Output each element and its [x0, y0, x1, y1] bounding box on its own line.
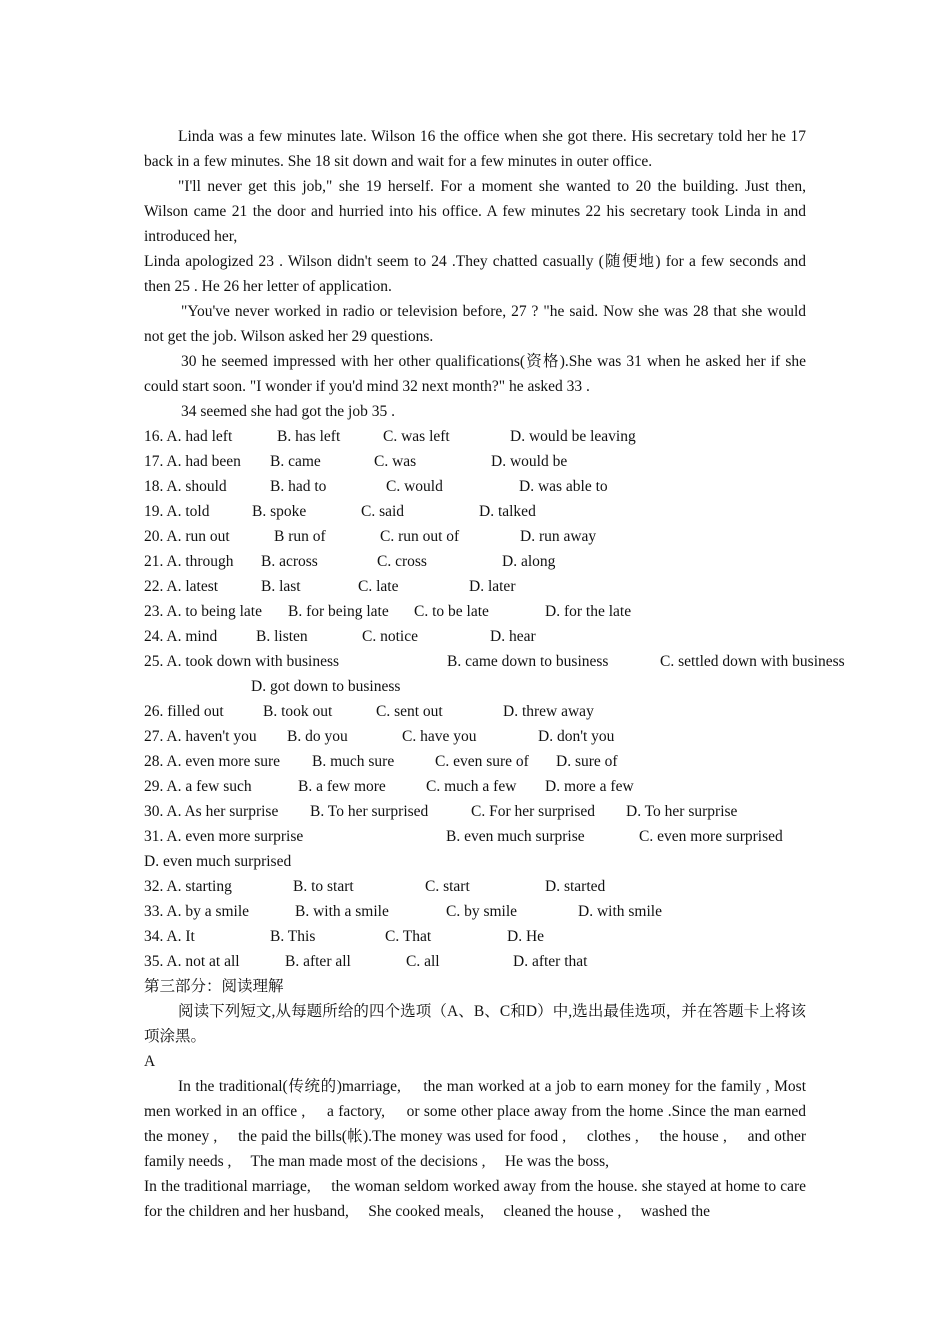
option-b: B run of [274, 528, 326, 545]
question-31 [144, 824, 806, 870]
option-d: D. He [507, 928, 545, 945]
passage-paragraph-4: "You've never worked in radio or television before, 27 ? "he said. Now she was 28 that she would not get the job. Wilson asked her 29 questions. [144, 303, 806, 345]
option-c: C. all [406, 953, 440, 970]
option-b: B. last [261, 578, 301, 595]
option-c: C. much a few [426, 778, 517, 795]
option-b: B. for being late [288, 603, 389, 620]
option-d: D. would be [491, 453, 568, 470]
option-a: 32. A. starting [144, 878, 232, 895]
option-c: C. late [358, 578, 399, 595]
option-b: B. has left [277, 428, 341, 445]
question-24 [144, 624, 806, 649]
option-b: B. across [261, 553, 318, 570]
option-b: B. much sure [312, 753, 395, 770]
passage-paragraph-5: 30 he seemed impressed with her other qualifications(资格).She was 31 when he asked her if she could start soon. "I wonder if you'd mind 32 next month?" he asked 33 . [144, 353, 806, 395]
option-b: B. do you [287, 728, 348, 745]
option-a: 33. A. by a smile [144, 903, 250, 920]
option-b: B. even much surprise [446, 828, 585, 845]
option-c: C. sent out [376, 703, 443, 720]
option-d: D. talked [479, 503, 536, 520]
option-b: B. after all [285, 953, 351, 970]
option-a: 18. A. should [144, 478, 227, 495]
option-b: B. came down to business [447, 653, 609, 670]
option-d: D. sure of [556, 753, 618, 770]
option-a: 29. A. a few such [144, 778, 252, 795]
option-d: D. threw away [503, 703, 594, 720]
option-a: 17. A. had been [144, 453, 241, 470]
option-a: 21. A. through [144, 553, 234, 570]
passage-paragraph-1: Linda was a few minutes late. Wilson 16 the office when she got there. His secretary told her he 17 back in a few minutes. She 18 sit down and wait for a few minutes in outer office. [144, 128, 806, 170]
option-b: B. had to [270, 478, 327, 495]
option-c: C. would [386, 478, 443, 495]
option-d: D. got down to business [251, 678, 401, 695]
option-a: 30. A. As her surprise [144, 803, 279, 820]
question-27 [144, 724, 806, 749]
passage-paragraph-2: "I'll never get this job," she 19 herself. For a moment she wanted to 20 the building. Just then, Wilson came 21 the door and hurried into his office. A few minutes 22 his secretary took Linda in and introduced her, [144, 178, 806, 245]
option-c: C. notice [362, 628, 418, 645]
option-d: D. even much surprised [144, 853, 292, 870]
option-a: 23. A. to being late [144, 603, 262, 620]
option-d: D. along [502, 553, 556, 570]
question-19 [144, 499, 806, 524]
option-c: C. was [374, 453, 417, 470]
option-d: D. started [545, 878, 606, 895]
question-20 [144, 524, 806, 549]
option-d: D. don't you [538, 728, 615, 745]
option-c: C. said [361, 503, 405, 520]
option-a: 24. A. mind [144, 628, 218, 645]
option-c: C. have you [402, 728, 477, 745]
option-a: 35. A. not at all [144, 953, 240, 970]
passage-paragraph-6: 34 seemed she had got the job 35 . [181, 403, 395, 420]
option-a: 19. A. told [144, 503, 210, 520]
option-a: 31. A. even more surprise [144, 828, 304, 845]
option-c: C. was left [383, 428, 450, 445]
option-c: C. even sure of [435, 753, 529, 770]
reading-paragraph-2: In the traditional marriage, the woman seldom worked away from the house. she stayed at home to care for the children and her husband, She cooked meals, cleaned the house , washed the [144, 1178, 810, 1220]
question-34 [144, 924, 806, 949]
question-30 [144, 799, 806, 824]
question-21 [144, 549, 806, 574]
question-29 [144, 774, 806, 799]
option-d: D. for the late [545, 603, 632, 620]
option-d: D. hear [490, 628, 536, 645]
option-c: C. cross [377, 553, 427, 570]
question-25 [144, 649, 845, 695]
question-22 [144, 574, 806, 599]
option-b: B. came [270, 453, 321, 470]
passage-paragraph-3: Linda apologized 23 . Wilson didn't seem to 24 .They chatted casually (随便地) for a few seconds and then 25 . He 26 her letter of application. [144, 253, 806, 295]
option-b: B. with a smile [295, 903, 389, 920]
option-a: 22. A. latest [144, 578, 219, 595]
section-title: 第三部分：阅读理解 [144, 978, 284, 995]
option-a: 26. filled out [144, 703, 224, 720]
option-b: B. a few more [298, 778, 386, 795]
option-b: B. to start [293, 878, 354, 895]
option-b: B. This [270, 928, 316, 945]
option-a: 27. A. haven't you [144, 728, 257, 745]
option-c: C. by smile [446, 903, 518, 920]
option-c: C. to be late [414, 603, 489, 620]
option-c: C. run out of [380, 528, 460, 545]
option-a: 34. A. It [144, 928, 195, 945]
question-33 [144, 899, 806, 924]
option-a: 16. A. had left [144, 428, 233, 445]
option-a: 25. A. took down with business [144, 653, 340, 670]
option-b: B. listen [256, 628, 308, 645]
option-d: D. after that [513, 953, 588, 970]
section-instruction: 阅读下列短文,从每题所给的四个选项（A、B、C和D）中,选出最佳选项，并在答题卡上将该项涂黑。 [144, 1003, 806, 1045]
option-c: C. settled down with business [660, 653, 845, 670]
option-c: C. start [425, 878, 470, 895]
option-a: 20. A. run out [144, 528, 230, 545]
option-d: D. later [469, 578, 516, 595]
option-a: 28. A. even more sure [144, 753, 281, 770]
question-23 [144, 599, 806, 624]
option-d: D. more a few [545, 778, 634, 795]
option-d: D. run away [520, 528, 597, 545]
option-b: B. To her surprised [310, 803, 429, 820]
question-17 [144, 449, 806, 474]
document-page [144, 124, 845, 1224]
question-18 [144, 474, 806, 499]
question-35 [144, 949, 806, 974]
option-d: D. with smile [578, 903, 662, 920]
option-d: D. would be leaving [510, 428, 636, 445]
passage-letter: A [144, 1053, 156, 1070]
option-d: D. was able to [519, 478, 608, 495]
option-d: D. To her surprise [626, 803, 738, 820]
question-26 [144, 699, 806, 724]
reading-paragraph-1: In the traditional(传统的)marriage, the man worked at a job to earn money for the family , Most men worked in an office , a factory, or some other place away from the home .Since the man earned the money , the paid the bills(帐).The money was used for food , clothes , the house , and other family needs , The man made most of the decisions , He was the boss, [144, 1078, 810, 1170]
option-b: B. spoke [252, 503, 307, 520]
option-c: C. even more surprised [639, 828, 783, 845]
option-c: C. That [385, 928, 432, 945]
option-b: B. took out [263, 703, 333, 720]
question-16 [144, 424, 806, 449]
question-28 [144, 749, 806, 774]
question-32 [144, 874, 806, 899]
option-c: C. For her surprised [471, 803, 595, 820]
